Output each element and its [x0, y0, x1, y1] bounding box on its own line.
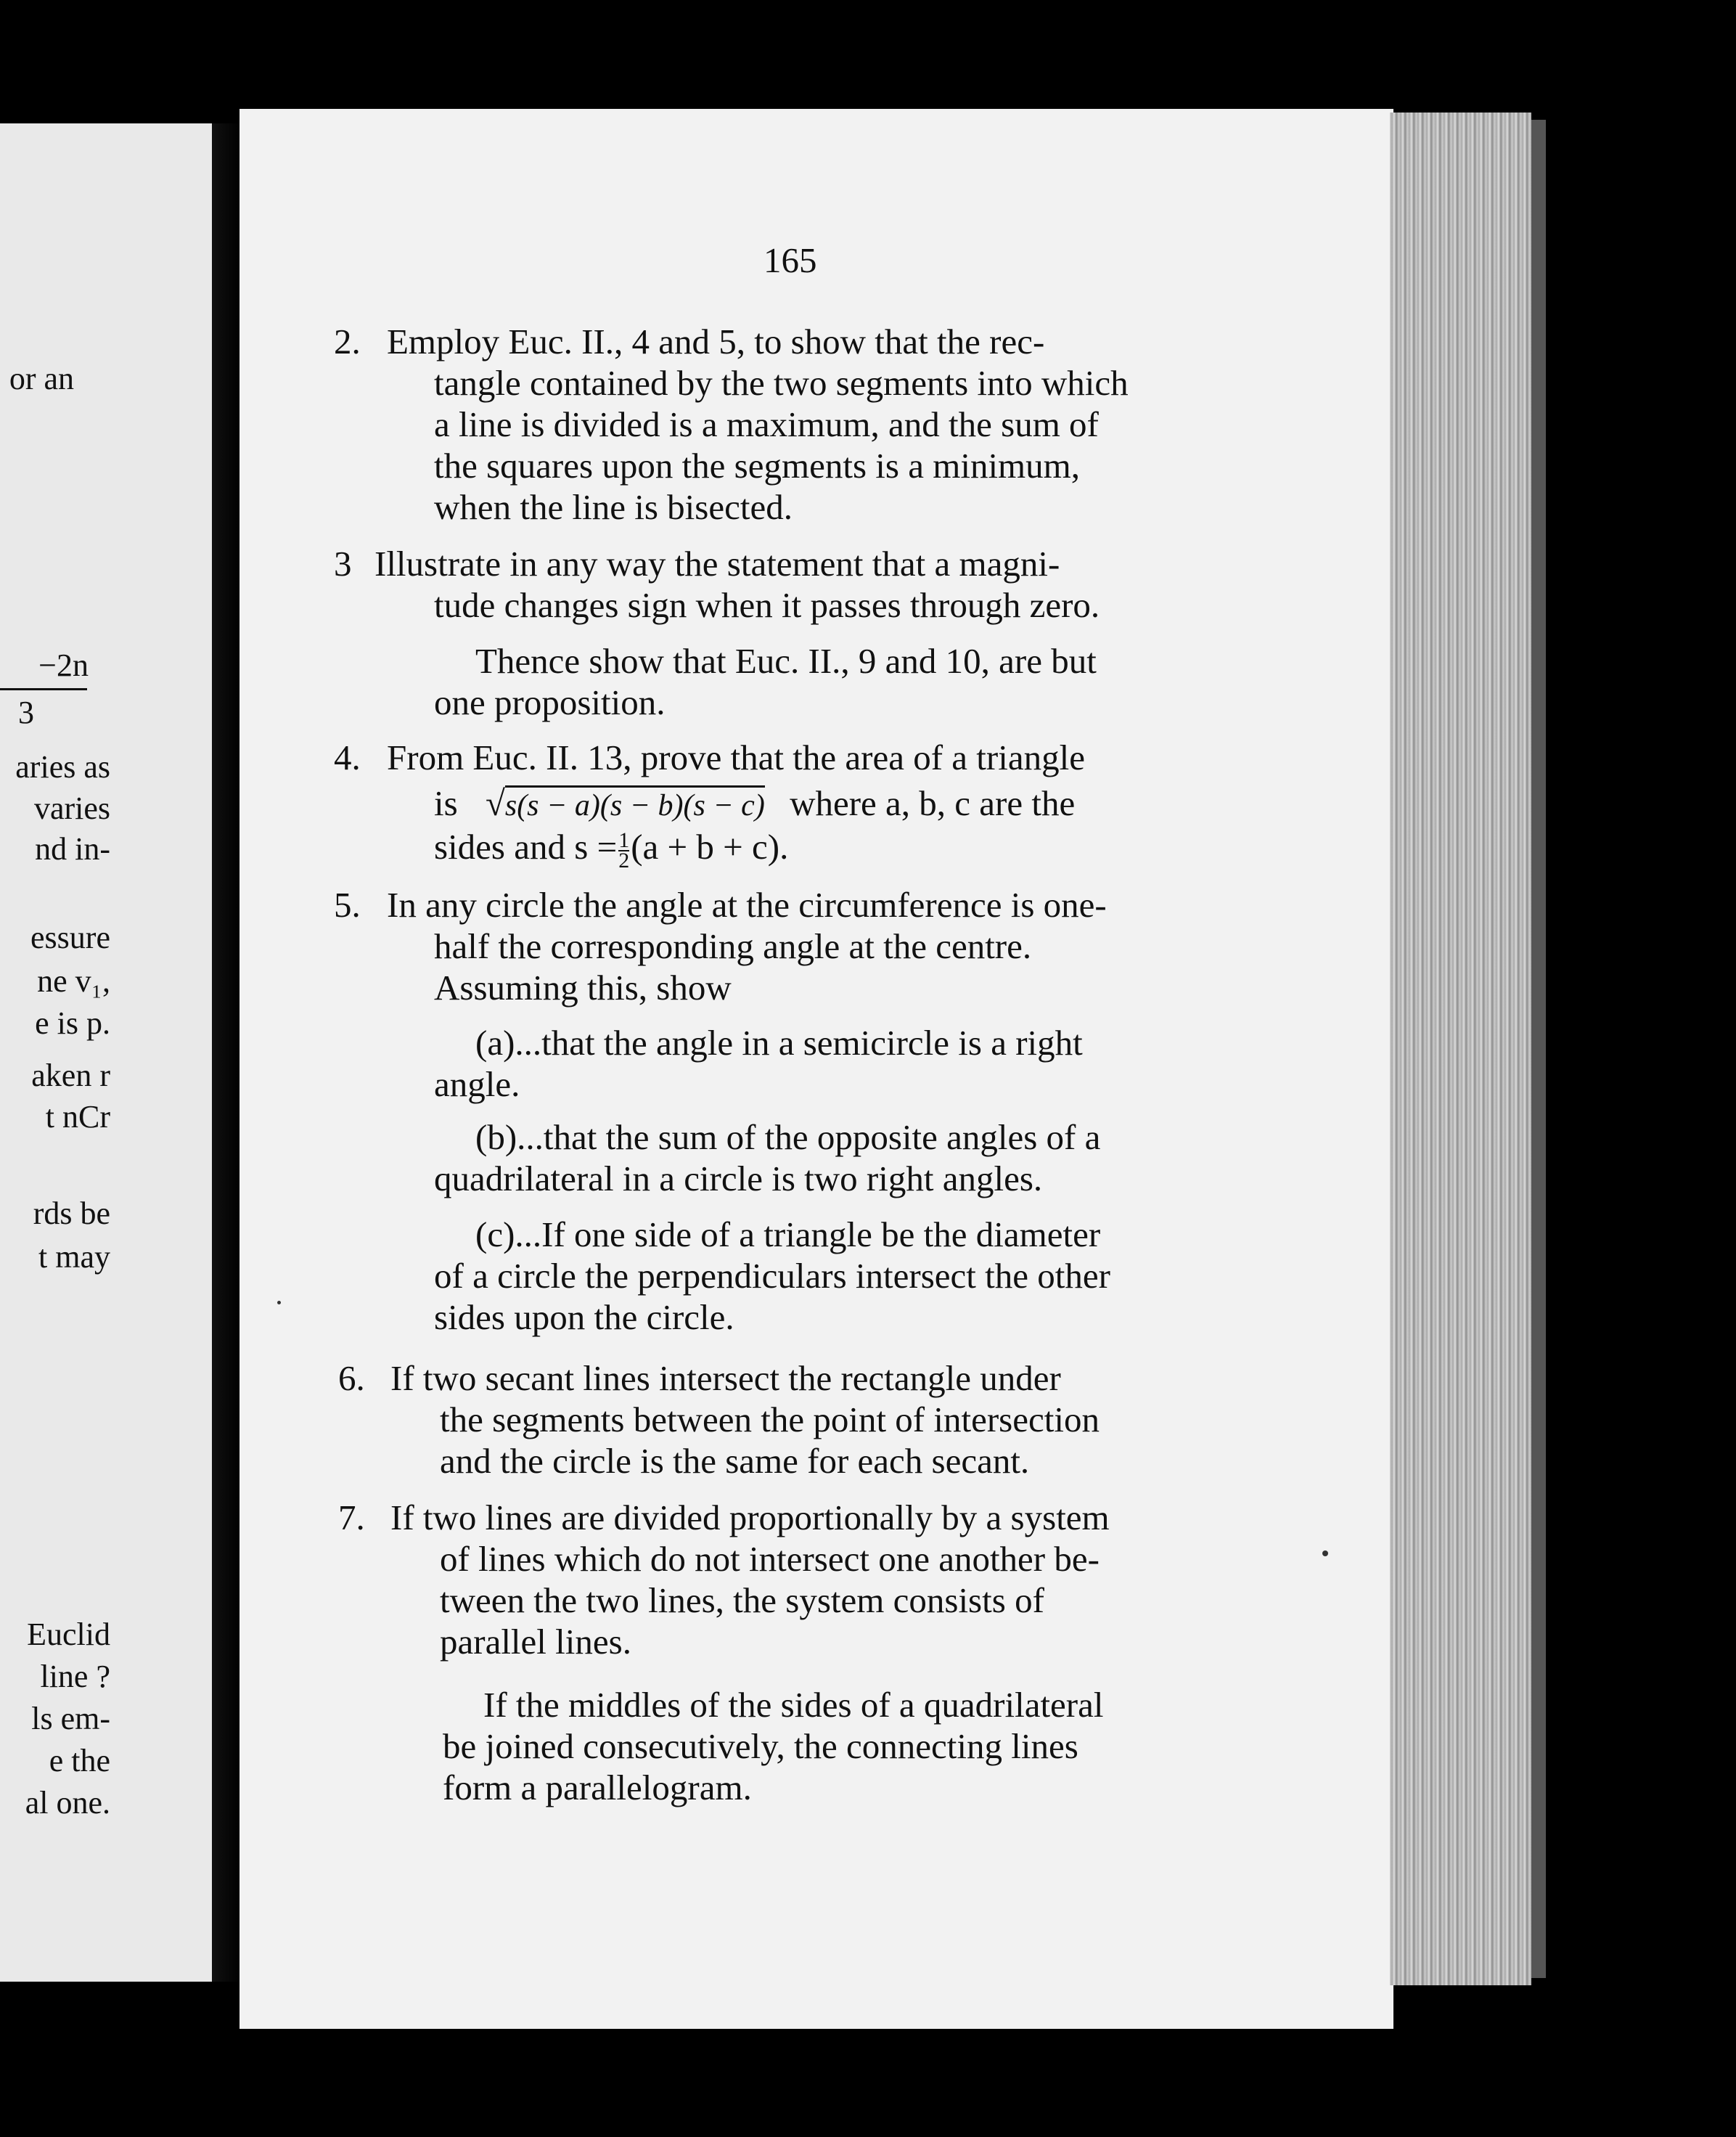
question-line: tude changes sign when it passes through zero.	[434, 585, 1100, 625]
sub-part-line: angle.	[434, 1064, 520, 1104]
question-line: If two lines are divided proportionally by a system	[390, 1497, 1110, 1537]
question-number: 7.	[338, 1497, 365, 1537]
sub-part-line: sides upon the circle.	[434, 1297, 734, 1337]
left-fragment-line: −2n	[38, 647, 89, 683]
left-fragment-line: varies	[33, 790, 110, 826]
formula-suffix: (a + b + c).	[631, 827, 789, 867]
left-fragment-line: t nCr	[45, 1099, 110, 1135]
formula-line	[434, 826, 789, 873]
half-fraction: $\frac{1}{2}$	[618, 828, 630, 873]
question-line: Thence show that Euc. II., 9 and 10, are but	[475, 641, 1097, 681]
left-fragment-line: aken r	[31, 1058, 110, 1093]
gutter-shadow	[212, 123, 241, 1982]
question-line: Assuming this, show	[434, 968, 732, 1008]
question-number: 6.	[338, 1358, 365, 1398]
left-fragment-line: ls em-	[31, 1701, 110, 1736]
left-fragment-line: ne v₁,	[37, 963, 110, 999]
page-edges	[1390, 113, 1531, 1985]
question-line: be joined consecutively, the connecting lines	[443, 1726, 1078, 1766]
left-fragment-line: al one.	[25, 1785, 110, 1821]
question-line: of lines which do not intersect one another be-	[440, 1539, 1100, 1579]
left-fragment-line: 3	[18, 695, 34, 730]
left-fragment-line: essure	[30, 920, 110, 955]
question-line: the squares upon the segments is a minimum,	[434, 446, 1081, 486]
sub-part-line: of a circle the perpendiculars intersect the other	[434, 1256, 1110, 1296]
left-fragment-line: aries as	[15, 749, 110, 785]
left-fragment-line: or an	[9, 361, 74, 396]
formula-suffix: where a, b, c are the	[790, 783, 1076, 823]
question-line: and the circle is the same for each secant.	[440, 1441, 1030, 1481]
question-line: tween the two lines, the system consists of	[440, 1580, 1044, 1620]
left-fragment-line: t may	[38, 1239, 110, 1275]
formula-prefix: sides and s =	[434, 827, 618, 867]
question-line: tangle contained by the two segments into which	[434, 363, 1129, 403]
question-line: In any circle the angle at the circumference is one-	[387, 885, 1107, 925]
question-number: 4.	[334, 737, 361, 777]
left-fragment-line: e the	[49, 1743, 110, 1778]
left-fragment-line: e is p.	[35, 1005, 110, 1041]
question-line: parallel lines.	[440, 1622, 631, 1662]
left-fragment-line: line ?	[40, 1659, 110, 1694]
question-number: 5.	[334, 885, 361, 925]
fraction-bar	[0, 688, 87, 690]
sqrt-expression: s(s − a)(s − b)(s − c)	[505, 785, 765, 822]
left-page-fragment	[0, 123, 212, 1982]
left-fragment-line: nd in-	[35, 831, 110, 867]
question-number: 3	[334, 544, 352, 584]
ink-speck	[277, 1301, 281, 1304]
sub-part-line: (b)...that the sum of the opposite angles of a	[475, 1117, 1101, 1157]
question-line: half the corresponding angle at the centre.	[434, 926, 1032, 966]
question-line: the segments between the point of intersection	[440, 1400, 1100, 1439]
ink-speck	[1322, 1550, 1328, 1556]
question-line: Illustrate in any way the statement that a magni-	[374, 544, 1060, 584]
left-fragment-line: rds be	[33, 1196, 110, 1231]
question-line: If the middles of the sides of a quadrilateral	[483, 1685, 1104, 1725]
question-line: From Euc. II. 13, prove that the area of a triangle	[387, 737, 1085, 777]
question-line: Employ Euc. II., 4 and 5, to show that the rec-	[387, 322, 1045, 361]
question-line: a line is divided is a maximum, and the sum of	[434, 404, 1099, 444]
sub-part-line: (c)...If one side of a triangle be the diameter	[475, 1214, 1101, 1254]
question-number: 2.	[334, 322, 361, 361]
page-edges-shadow	[1531, 120, 1546, 1978]
question-line: If two secant lines intersect the rectangle under	[390, 1358, 1061, 1398]
question-line: form a parallelogram.	[443, 1768, 752, 1807]
question-line: when the line is bisected.	[434, 487, 793, 527]
page-number: 165	[763, 240, 817, 280]
sqrt-symbol: √	[485, 783, 505, 823]
question-line: one proposition.	[434, 682, 666, 722]
formula-prefix: is	[434, 783, 458, 823]
left-fragment-line: Euclid	[27, 1617, 110, 1652]
formula-line	[434, 783, 1075, 827]
sub-part-line: (a)...that the angle in a semicircle is a right	[475, 1023, 1083, 1063]
sub-part-line: quadrilateral in a circle is two right angles.	[434, 1159, 1043, 1198]
